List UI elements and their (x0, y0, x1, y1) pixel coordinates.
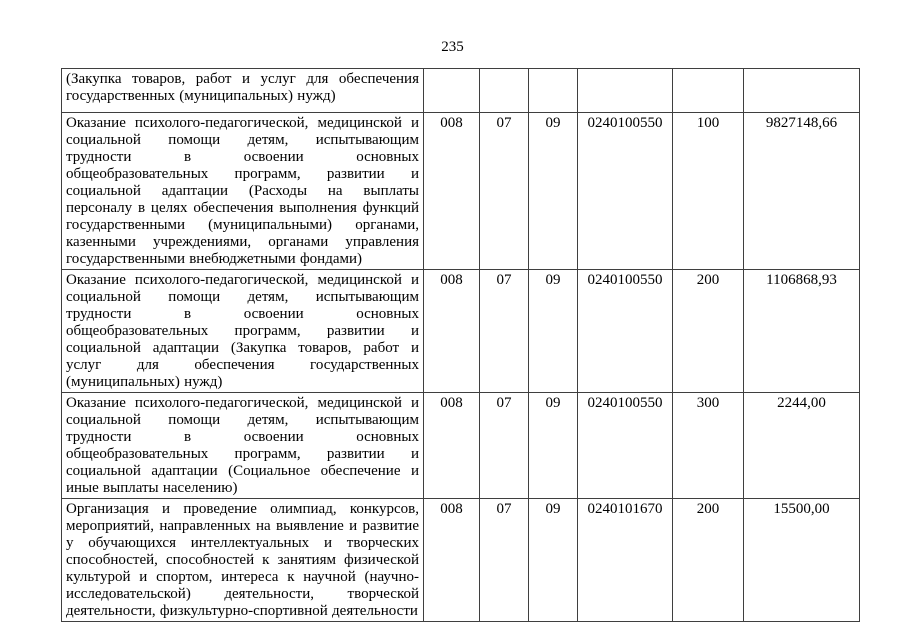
cell-target-article-code: 0240101670 (578, 499, 673, 622)
cell-grbs-code: 008 (424, 499, 480, 622)
cell-target-article-code: 0240100550 (578, 113, 673, 270)
cell-subsection-code: 09 (529, 499, 578, 622)
cell-subsection-code: 09 (529, 393, 578, 499)
cell-subsection-code: 09 (529, 113, 578, 270)
cell-grbs-code: 008 (424, 113, 480, 270)
cell-amount: 9827148,66 (744, 113, 860, 270)
cell-description: Оказание психолого-педагогической, медицинской и социальной помощи детям, испытывающим трудности в освоении основных общеобразовательных программ, развитии и социальной адаптации (Расходы на выплаты персоналу в целях обеспечения выполнения функций государственными (муниципальными) органами, казенными учреждениями, органами управления государственными внебюджетными фондами) (62, 113, 424, 270)
cell-description: (Закупка товаров, работ и услуг для обеспечения государственных (муниципальных) нужд) (62, 69, 424, 113)
cell-section-code: 07 (480, 393, 529, 499)
cell-section-code (480, 69, 529, 113)
cell-description: Оказание психолого-педагогической, медицинской и социальной помощи детям, испытывающим трудности в освоении основных общеобразовательных программ, развитии и социальной адаптации (Социальное обеспечение и иные выплаты населению) (62, 393, 424, 499)
cell-grbs-code: 008 (424, 393, 480, 499)
cell-expense-type-code: 200 (673, 499, 744, 622)
table-row (62, 499, 860, 622)
cell-section-code: 07 (480, 113, 529, 270)
cell-target-article-code: 0240100550 (578, 270, 673, 393)
table-row (62, 69, 860, 113)
table-row (62, 113, 860, 270)
cell-amount: 15500,00 (744, 499, 860, 622)
cell-expense-type-code: 300 (673, 393, 744, 499)
cell-subsection-code: 09 (529, 270, 578, 393)
cell-section-code: 07 (480, 499, 529, 622)
cell-expense-type-code (673, 69, 744, 113)
cell-amount: 2244,00 (744, 393, 860, 499)
cell-grbs-code: 008 (424, 270, 480, 393)
cell-target-article-code (578, 69, 673, 113)
cell-amount (744, 69, 860, 113)
cell-description: Организация и проведение олимпиад, конкурсов, мероприятий, направленных на выявление и развитие у обучающихся интеллектуальных и творческих способностей, способностей к занятиям физической культурой и спортом, интереса к научной (научно-исследовательской) деятельности, творческой деятельности, физкультурно-спортивной деятельности (62, 499, 424, 622)
table-row (62, 270, 860, 393)
cell-subsection-code (529, 69, 578, 113)
cell-expense-type-code: 100 (673, 113, 744, 270)
cell-section-code: 07 (480, 270, 529, 393)
table-row (62, 393, 860, 499)
page-number: 235 (441, 39, 464, 55)
cell-target-article-code: 0240100550 (578, 393, 673, 499)
cell-grbs-code (424, 69, 480, 113)
cell-description: Оказание психолого-педагогической, медицинской и социальной помощи детям, испытывающим трудности в освоении основных общеобразовательных программ, развитии и социальной адаптации (Закупка товаров, работ и услуг для обеспечения государственных (муниципальных) нужд) (62, 270, 424, 393)
budget-table (61, 68, 860, 622)
cell-expense-type-code: 200 (673, 270, 744, 393)
cell-amount: 1106868,93 (744, 270, 860, 393)
